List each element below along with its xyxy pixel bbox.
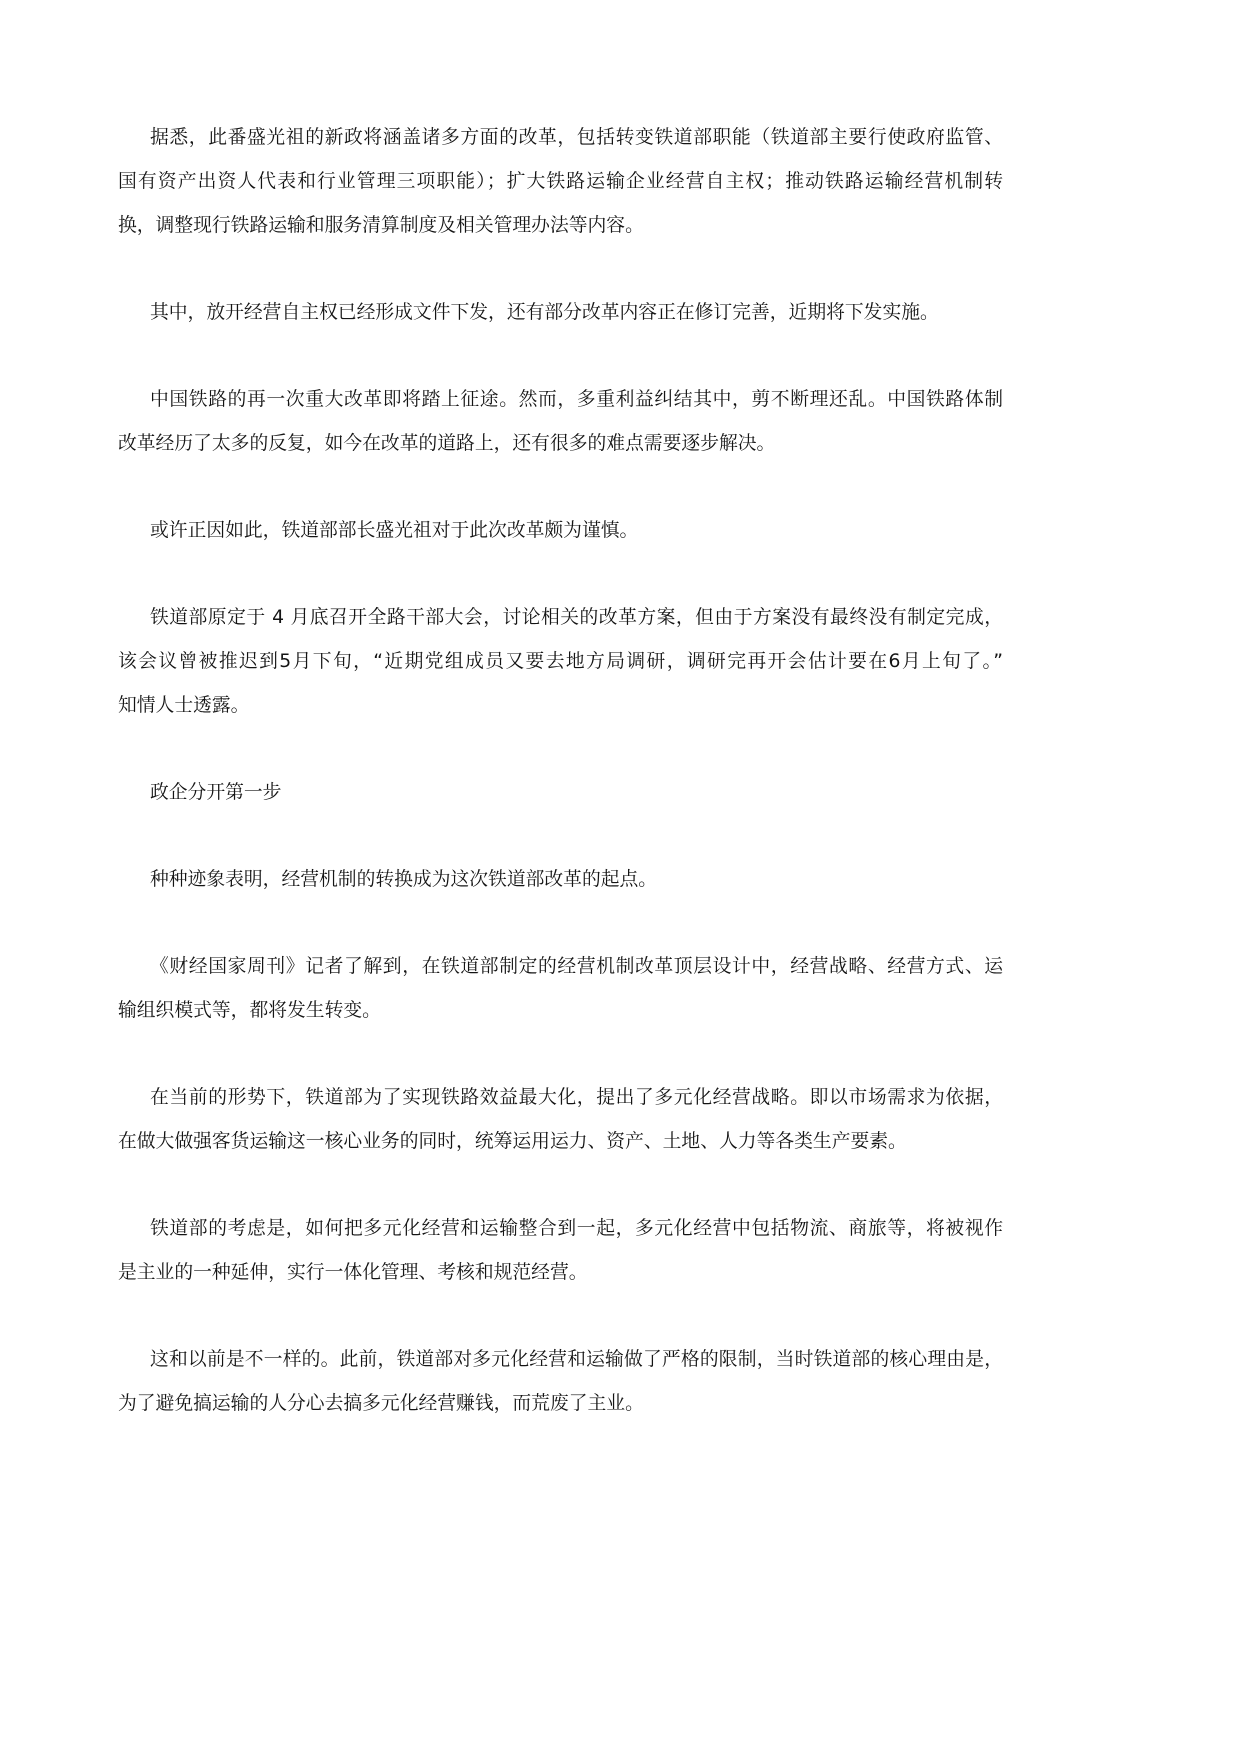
- paragraph: [118, 596, 1003, 728]
- text-line: 在做大做强客货运输这一核心业务的同时，统筹运用运力、资产、土地、人力等各类生产要素。: [118, 1131, 907, 1152]
- text-line: 铁道部原定于 4 月底召开全路干部大会，讨论相关的改革方案，但由于方案没有最终没有制定完成，: [150, 607, 1003, 628]
- text-line: 据悉，此番盛光祖的新政将涵盖诸多方面的改革，包括转变铁道部职能（铁道部主要行使政府监管、: [150, 127, 1003, 148]
- text-line: 输组织模式等，都将发生转变。: [118, 1000, 381, 1021]
- text-line: 是主业的一种延伸，实行一体化管理、考核和规范经营。: [118, 1262, 588, 1283]
- section-heading-text: 政企分开第一步: [150, 782, 282, 803]
- text-line: 该会议曾被推迟到5月下旬，“近期党组成员又要去地方局调研，调研完再开会估计要在6月上旬了。”: [118, 651, 1003, 672]
- section-heading: [118, 771, 1003, 815]
- text-line: 中国铁路的再一次重大改革即将踏上征途。然而，多重利益纠结其中，剪不断理还乱。中国铁路体制: [150, 389, 1003, 410]
- paragraph: [118, 378, 1003, 466]
- paragraph: [118, 291, 1003, 335]
- text-line: 或许正因如此，铁道部部长盛光祖对于此次改革颇为谨慎。: [150, 520, 639, 541]
- paragraph: [118, 116, 1003, 248]
- paragraph: [118, 858, 1003, 902]
- paragraph: [118, 1076, 1003, 1164]
- text-line: 在当前的形势下，铁道部为了实现铁路效益最大化，提出了多元化经营战略。即以市场需求为依据，: [150, 1087, 1003, 1108]
- text-line: 其中，放开经营自主权已经形成文件下发，还有部分改革内容正在修订完善，近期将下发实施。: [150, 302, 939, 323]
- text-line: 知情人士透露。: [118, 695, 250, 716]
- text-line: 换，调整现行铁路运输和服务清算制度及相关管理办法等内容。: [118, 215, 644, 236]
- paragraph: [118, 509, 1003, 553]
- text-line: 铁道部的考虑是，如何把多元化经营和运输整合到一起，多元化经营中包括物流、商旅等，将被视作: [150, 1218, 1003, 1239]
- text-line: 为了避免搞运输的人分心去搞多元化经营赚钱，而荒废了主业。: [118, 1393, 644, 1414]
- document-body: [118, 116, 1003, 1469]
- text-line: 国有资产出资人代表和行业管理三项职能）；扩大铁路运输企业经营自主权；推动铁路运输经营机制转: [118, 171, 1003, 192]
- text-line: 改革经历了太多的反复，如今在改革的道路上，还有很多的难点需要逐步解决。: [118, 433, 776, 454]
- paragraph: [118, 945, 1003, 1033]
- text-line: 种种迹象表明，经营机制的转换成为这次铁道部改革的起点。: [150, 869, 658, 890]
- text-line: 这和以前是不一样的。此前，铁道部对多元化经营和运输做了严格的限制，当时铁道部的核心理由是，: [150, 1349, 1003, 1370]
- paragraph: [118, 1207, 1003, 1295]
- paragraph: [118, 1338, 1003, 1426]
- text-line: 《财经国家周刊》记者了解到，在铁道部制定的经营机制改革顶层设计中，经营战略、经营方式、运: [150, 956, 1003, 977]
